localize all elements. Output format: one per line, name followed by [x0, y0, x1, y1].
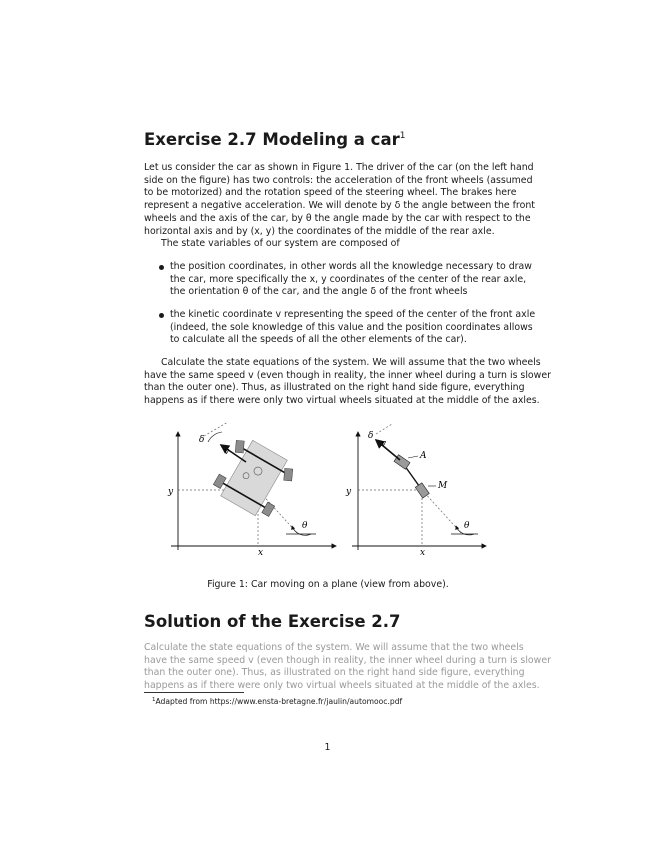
footnote-marker: 1	[399, 131, 406, 141]
state-variables-intro	[161, 238, 512, 251]
text-line: have the same speed v (even though in reality, the inner wheel during a turn is slower	[144, 654, 551, 666]
theta-label-right: θ	[464, 521, 470, 531]
left-diagram	[167, 422, 336, 558]
bullet-item-kinetic	[170, 309, 536, 347]
v-label-left: v	[224, 447, 230, 457]
task-paragraph	[144, 357, 551, 408]
text-line: the kinetic coordinate v representing the speed of the center of the front axle	[170, 309, 536, 320]
text-line: represent a negative acceleration. We will denote by δ the angle between the front	[144, 200, 535, 212]
x-label-right: x	[420, 548, 426, 558]
text-line: than the outer one). Thus, as illustrated on the right hand side figure, everything	[144, 382, 525, 394]
footnote: $^1$Adapted from https://www.ensta-bretagne.fr/jaulin/automooc.pdf	[152, 697, 403, 706]
y-label-left: y	[168, 487, 174, 497]
delta-label-left: δ	[199, 435, 205, 445]
text-line: The state variables of our system are composed of	[161, 238, 400, 249]
text-line: the orientation θ of the car, and the angle δ of the front wheels	[170, 286, 468, 298]
page-number: 1	[324, 742, 331, 753]
text-line: (indeed, the sole knowledge of this value and the position coordinates allows	[170, 321, 533, 333]
text-line: happens as if there were only two virtual wheels situated at the middle of the axles.	[144, 680, 540, 692]
text-line: to calculate all the speeds of all the other elements of the car).	[170, 334, 467, 346]
footnote-rule	[144, 692, 244, 693]
v-label-right: v	[381, 439, 387, 449]
theta-label-left: θ	[302, 521, 308, 531]
intro-paragraph	[144, 162, 535, 238]
figure-caption: Figure 1: Car moving on a plane (view from above).	[207, 579, 449, 590]
text-line: Calculate the state equations of the system. We will assume that the two wheels	[161, 357, 541, 368]
text-line: Calculate the state equations of the system. We will assume that the two wheels	[144, 642, 524, 653]
exercise-title: Exercise 2.7 Modeling a car$^1$	[144, 130, 406, 149]
bullet-icon	[159, 265, 164, 270]
bullet-item-position	[170, 261, 532, 299]
text-line: have the same speed v (even though in reality, the inner wheel during a turn is slower	[144, 369, 551, 381]
text-line: wheels and the axis of the car, by θ the angle made by the car with respect to the	[144, 212, 531, 224]
footnote-text: Adapted from https://www.ensta-bretagne.fr/jaulin/automooc.pdf	[155, 697, 403, 706]
right-diagram	[345, 424, 486, 558]
text-line: Let us consider the car as shown in Figure 1. The driver of the car (on the left hand	[144, 162, 534, 173]
text-line: side on the figure) has two controls: the acceleration of the front wheels (assumed	[144, 174, 533, 186]
y-label-right: y	[346, 487, 352, 497]
a-label: A	[420, 451, 427, 461]
text-line: to be motorized) and the rotation speed of the steering wheel. The brakes here	[144, 187, 517, 199]
solution-paragraph	[144, 642, 551, 693]
text-line: horizontal axis and by (x, y) the coordinates of the middle of the rear axle.	[144, 225, 495, 237]
x-label-left: x	[258, 548, 264, 558]
solution-title: Solution of the Exercise 2.7	[144, 612, 401, 631]
m-label: M	[438, 481, 448, 491]
text-line: than the outer one). Thus, as illustrated on the right hand side figure, everything	[144, 667, 525, 679]
text-line: the car, more specifically the x, y coordinates of the center of the rear axle,	[170, 273, 527, 285]
bullet-icon	[159, 313, 164, 318]
delta-label-right: δ	[368, 431, 374, 441]
car-figure	[166, 420, 496, 565]
text-line: happens as if there were only two virtual wheels situated at the middle of the axles.	[144, 395, 540, 407]
text-line: the position coordinates, in other words all the knowledge necessary to draw	[170, 261, 532, 272]
